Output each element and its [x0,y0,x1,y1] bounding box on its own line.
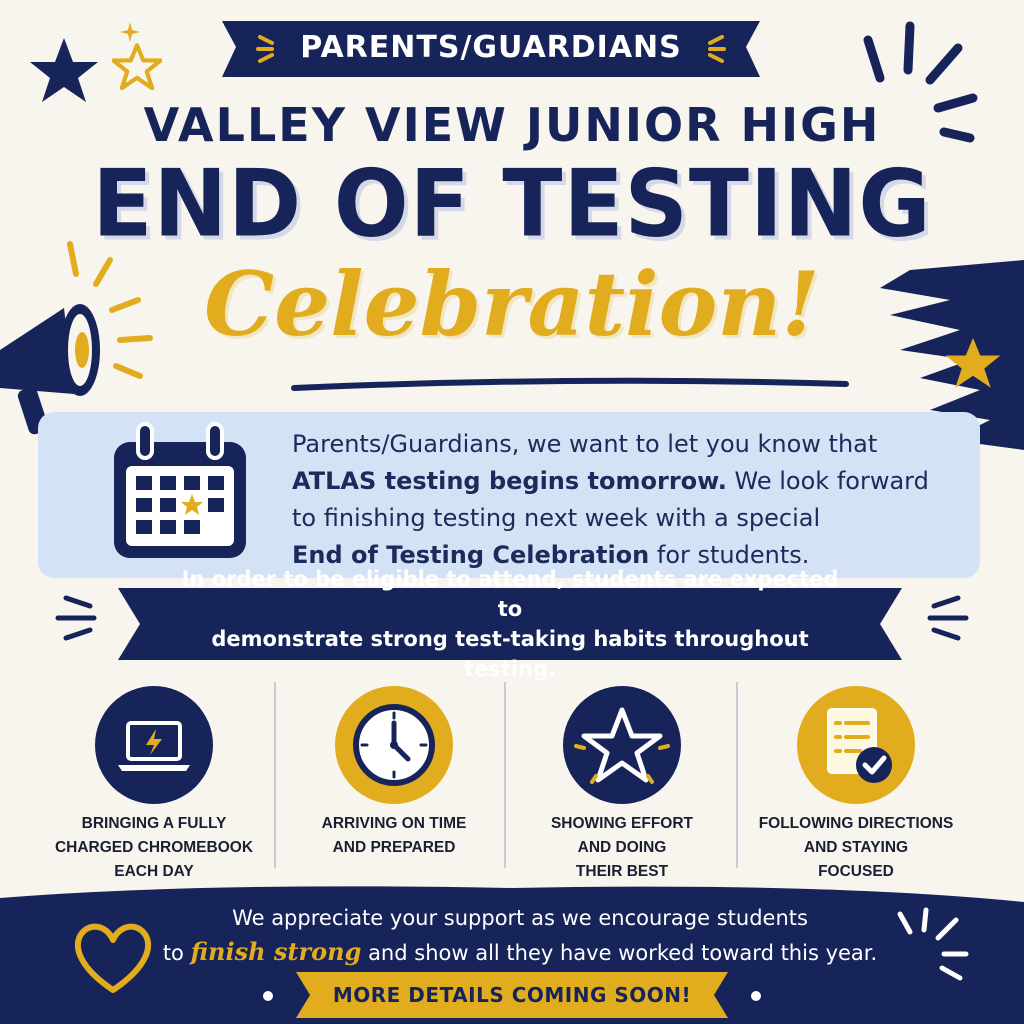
info-line-2-rest: We look forward [726,467,929,495]
habit-label-line: CHARGED CHROMEBOOK [54,839,254,856]
dash-decoration-icon [20,590,100,646]
habit-directions [740,686,972,884]
habit-circle [95,686,213,804]
school-name: VALLEY VIEW JUNIOR HIGH [143,98,881,152]
info-bold-celebration: End of Testing Celebration [292,541,650,569]
closing-message [140,902,900,970]
eligibility-banner [118,567,902,681]
dot-decoration-icon [746,986,766,1006]
closing-highlight: finish strong [190,937,362,966]
divider [736,682,738,868]
event-subtitle: Celebration! [204,252,820,356]
info-line-1: Parents/Guardians, we want to let you know that [292,430,878,458]
divider [274,682,276,868]
eligibility-line-2: demonstrate strong test-taking habits throughout testing. [211,627,809,681]
habit-label [740,812,972,884]
habit-label [506,812,738,884]
closing-line-2 [140,935,900,970]
habit-label-line: AND STAYING [803,839,909,856]
underline-swoosh [290,374,850,394]
habit-circle [797,686,915,804]
audience-label: PARENTS/GUARDIANS [300,29,682,65]
habit-label-line: FOLLOWING DIRECTIONS [758,815,954,832]
checklist-icon [816,703,896,787]
event-title: END OF TESTING [92,149,932,258]
info-bold-atlas: ATLAS testing begins tomorrow. [292,467,727,495]
habit-circle [335,686,453,804]
habit-label [38,812,270,884]
calendar-icon [110,420,250,562]
clock-icon [352,703,436,787]
closing-line-1: We appreciate your support as we encourage students [232,906,808,930]
closing-line-2-pre: to [162,941,191,965]
habit-on-time [278,686,510,860]
eligibility-line-1: In order to be eligible to attend, students are expected to [181,567,839,621]
info-line-2 [292,463,972,500]
laptop-icon [114,715,194,775]
habit-label-line: AND DOING [577,839,667,856]
dot-decoration-icon [258,986,278,1006]
info-line-4-rest: for students. [649,541,810,569]
habit-label-line: AND PREPARED [332,839,456,856]
star-decoration-icon [112,42,162,90]
sparkle-icon [120,22,140,42]
habit-label [278,812,510,860]
info-message [292,426,972,574]
info-line-3: to finishing testing next week with a special [292,504,821,532]
habit-effort [506,686,738,884]
habit-label-line: EACH DAY [114,863,194,880]
more-details-label: MORE DETAILS COMING SOON! [332,983,692,1007]
dash-decoration-icon [924,590,1004,646]
more-details-banner [296,970,728,1020]
habit-label-line: BRINGING A FULLY [81,815,227,832]
star-icon [574,702,670,788]
habit-chromebook [38,686,270,884]
habit-circle [563,686,681,804]
closing-line-2-post: and show all they have worked toward this year. [361,941,878,965]
star-decoration-icon [28,36,100,104]
habit-label-line: FOCUSED [818,863,894,880]
habit-label-line: THEIR BEST [575,863,669,880]
habit-label-line: SHOWING EFFORT [550,815,694,832]
habit-label-line: ARRIVING ON TIME [321,815,467,832]
